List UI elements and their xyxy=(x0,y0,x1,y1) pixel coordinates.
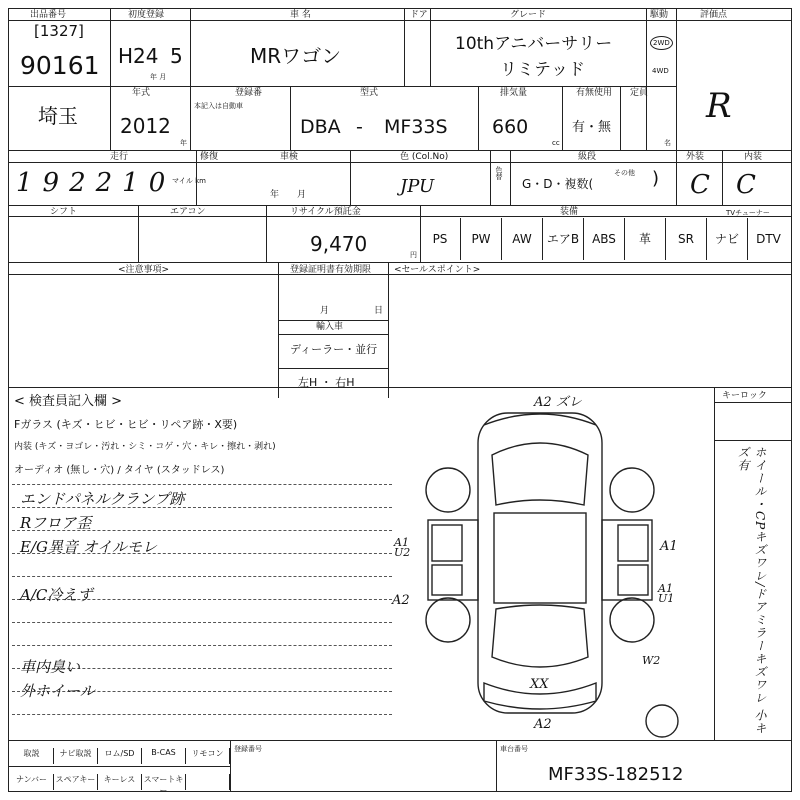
vrule-q xyxy=(138,205,139,262)
exterior-value: C xyxy=(690,170,710,200)
shift-label: シフト xyxy=(50,207,78,217)
vrule-w xyxy=(230,740,231,792)
region: 埼玉 xyxy=(38,104,78,128)
vrule-n xyxy=(510,150,511,205)
caution-label: <注意事項> xyxy=(118,265,170,275)
color-side: 色替 xyxy=(495,166,503,180)
audio-line: オーディオ (無し・穴) / タイヤ (スタッドレス) xyxy=(14,465,225,476)
drive-2wd[interactable]: 2WD xyxy=(650,36,673,50)
key-label: キーロック xyxy=(722,391,767,401)
tv-label: TVチューナー xyxy=(726,209,770,217)
car-name: MRワゴン xyxy=(250,44,342,68)
model-label: 型式 xyxy=(360,88,379,98)
inspect-suffix: 年 月 xyxy=(270,190,307,200)
grade-line2: リミテッド xyxy=(500,60,585,80)
score-label: 評価点 xyxy=(700,10,728,20)
cc-suffix: cc xyxy=(552,139,560,147)
rule-4a xyxy=(8,216,792,217)
rule-imp2 xyxy=(278,334,388,335)
accessory-cell xyxy=(186,774,230,790)
vrule-e xyxy=(646,8,647,150)
displacement-label: 排気量 xyxy=(500,88,528,98)
ruled-line xyxy=(12,622,392,623)
vrule-a xyxy=(110,8,111,150)
grade-eval-value: G・D・複数( xyxy=(522,177,594,191)
dealer-option[interactable]: ディーラー・並行 xyxy=(290,343,378,356)
record-label: 登録証明書有効期限 xyxy=(290,265,372,275)
capacity-label: 定員 xyxy=(630,88,649,98)
importer-label: 輸入車 xyxy=(316,322,344,332)
equipment-4[interactable]: ABS xyxy=(584,218,625,260)
accessory-cell: 取説 xyxy=(10,748,54,764)
reg-era: H24 xyxy=(118,44,159,68)
lot-number: 90161 xyxy=(20,51,100,80)
model-value: MF33S xyxy=(384,116,448,138)
model-dash: - xyxy=(356,116,363,138)
repair-label: 修復 xyxy=(200,152,219,162)
handwritten-note: 外ホイール xyxy=(20,682,95,700)
handwritten-note: A/C冷えず xyxy=(20,586,93,604)
rule-2 xyxy=(8,150,792,151)
drive-label: 駆動 xyxy=(650,10,669,20)
rule-5 xyxy=(8,387,792,388)
accessory-cell: B-CAS xyxy=(142,748,186,764)
mark-left-a: A1 U2 xyxy=(394,536,411,559)
plate-label: 登録番 xyxy=(235,88,263,98)
grade-label: グレード xyxy=(510,10,547,20)
record-month: 月 xyxy=(320,306,330,316)
capacity-suffix: 名 xyxy=(664,139,671,147)
vrule-h xyxy=(478,86,479,150)
lot-bracket: [1327] xyxy=(34,22,84,40)
vrule-t xyxy=(278,262,279,398)
recycle-label: リサイクル預託金 xyxy=(290,207,361,217)
vrule-i xyxy=(562,86,563,150)
rule-head xyxy=(8,20,792,21)
vrule-r xyxy=(266,205,267,262)
sales-point-label: <セールスポイント> xyxy=(394,265,481,275)
record-day: 日 xyxy=(374,306,384,316)
rule-6 xyxy=(8,740,792,741)
vrule-f xyxy=(676,8,677,150)
side-note: ホイール・CPキズワレ/ドアミラーキズワレ 小キズ有 xyxy=(736,446,767,736)
year-value: 2012 xyxy=(120,114,171,138)
rule-key xyxy=(714,402,792,403)
vrule-j xyxy=(620,86,621,150)
equip-label: 装備 xyxy=(560,207,579,217)
accessory-cell: リモコン xyxy=(186,748,230,764)
ruled-line xyxy=(12,576,392,577)
equipment-5[interactable]: 革 xyxy=(625,218,666,260)
aircon-label: エアコン xyxy=(170,207,206,217)
mark-right-b: A1 U1 xyxy=(658,582,675,605)
lot-label: 出品番号 xyxy=(30,10,67,20)
equipment-8[interactable]: DTV xyxy=(756,232,781,246)
ruled-line xyxy=(12,645,392,646)
year-month-suffix: 年 月 xyxy=(150,73,167,81)
color-value: JPU xyxy=(400,176,435,197)
accessory-cell: ロム/SD xyxy=(98,748,142,764)
grade-close: ) xyxy=(652,168,660,189)
mileage-label: 走行 xyxy=(110,152,129,162)
equipment-0[interactable]: PS xyxy=(420,218,461,260)
rule-1 xyxy=(8,86,676,87)
rule-imp xyxy=(278,320,388,321)
equipment-7[interactable]: ナビ xyxy=(707,218,748,260)
interior-value: C xyxy=(736,170,756,200)
recycle-value: 9,470 xyxy=(310,232,368,256)
year-label: 年式 xyxy=(132,88,151,98)
vrule-l xyxy=(350,150,351,205)
interior-label: 内装 xyxy=(744,152,763,162)
reg-no-label: 登録番号 xyxy=(234,745,262,753)
mileage-value: 192210 xyxy=(16,168,176,198)
equipment-1[interactable]: PW xyxy=(461,218,502,260)
mark-rear: W2 xyxy=(642,654,661,667)
vrule-b xyxy=(190,8,191,150)
equipment-3[interactable]: エアB xyxy=(543,218,584,260)
chassis-label: 車台番号 xyxy=(500,745,528,753)
mileage-units: マイル km xyxy=(172,177,206,185)
equipment-6[interactable]: SR xyxy=(666,218,707,260)
accessory-cell: キーレス xyxy=(98,774,142,790)
vrule-u xyxy=(388,262,389,398)
first-reg-label: 初度登録 xyxy=(128,10,165,20)
vrule-c xyxy=(404,8,405,86)
vrule-k xyxy=(196,150,197,205)
vrule-p xyxy=(722,150,723,205)
reg-month: 5 xyxy=(170,44,183,68)
vrule-g xyxy=(290,86,291,150)
mark-right-a: A1 xyxy=(660,539,678,554)
rule-3a xyxy=(8,162,792,163)
mark-top: A2 ズレ xyxy=(534,395,582,410)
yen-suffix: 円 xyxy=(410,251,417,259)
mark-left-b: A2 xyxy=(392,593,410,608)
interior-line: 内装 (キズ・ヨゴレ・汚れ・シミ・コゲ・穴・キレ・擦れ・剥れ) xyxy=(14,442,276,452)
ruled-line xyxy=(12,484,392,485)
drive-4wd[interactable]: 4WD xyxy=(652,67,669,75)
vrule-x xyxy=(496,740,497,792)
accessory-cell: ナンバー xyxy=(10,774,54,790)
model-prefix: DBA xyxy=(300,116,341,138)
chassis-number: MF33S-182512 xyxy=(548,764,684,785)
handwritten-note: Rフロア歪 xyxy=(20,514,92,532)
mark-bumper: XX xyxy=(530,677,549,692)
rule-bottom-mid xyxy=(8,766,230,767)
year-suffix: 年 xyxy=(180,139,187,147)
door-label: ドア xyxy=(410,10,428,20)
color-label: 色 (Col.No) xyxy=(400,152,449,162)
rule-key2 xyxy=(714,440,792,441)
rule-imp3 xyxy=(278,368,388,369)
grade-line1: 10thアニバーサリー xyxy=(455,34,613,54)
vrule-d xyxy=(430,8,431,86)
rule-4 xyxy=(8,262,792,263)
plate-note: 本記入は自動車 xyxy=(194,102,243,110)
handle-option[interactable]: 左H ・ 右H xyxy=(298,376,355,389)
inspection-title: < 検査員記入欄 > xyxy=(14,394,123,409)
accessory-cell: スペアキー xyxy=(54,774,98,790)
grade-other: その他 xyxy=(614,169,635,177)
displacement-value: 660 xyxy=(492,116,529,138)
score-value: R xyxy=(706,86,732,126)
exterior-label: 外装 xyxy=(686,152,705,162)
vrule-m xyxy=(490,150,491,205)
vrule-o xyxy=(676,150,677,205)
grade-eval-label: 級段 xyxy=(578,152,597,162)
name-label: 車 名 xyxy=(290,10,311,20)
mark-bottom: A2 xyxy=(534,717,552,732)
inspect-label: 車検 xyxy=(280,152,299,162)
equipment-2[interactable]: AW xyxy=(502,218,543,260)
accessory-cell: スマートキー xyxy=(142,774,186,790)
accessory-cell: ナビ取説 xyxy=(54,748,98,764)
ruled-line xyxy=(12,714,392,715)
handwritten-note: エンドパネルクランプ跡 xyxy=(20,490,185,508)
handwritten-note: E/G異音 オイルモレ xyxy=(20,538,158,556)
handwritten-note: 車内臭い xyxy=(20,658,81,676)
rule-3 xyxy=(8,205,792,206)
ac-value[interactable]: 有・無 xyxy=(572,120,612,135)
glass-line: Fガラス (キズ・ヒビ・ヒビ・リペア跡・X要) xyxy=(14,418,238,431)
ac-label: 有無使用 xyxy=(576,88,613,98)
